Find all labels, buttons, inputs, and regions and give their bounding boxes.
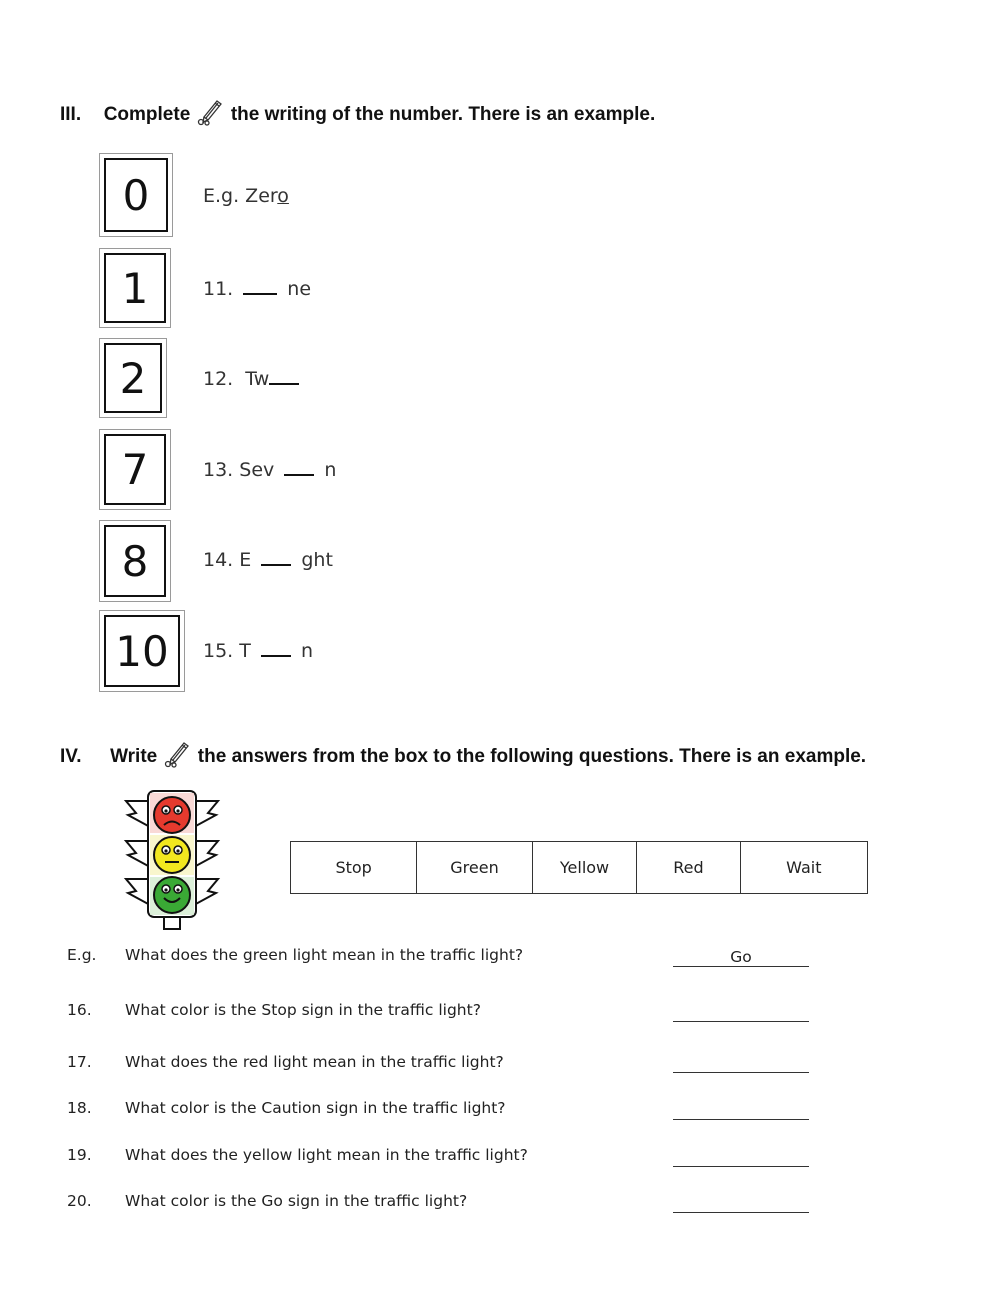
question-item-15	[203, 640, 313, 662]
number-card-8	[99, 520, 171, 602]
question-text: What color is the Caution sign in the traffic light?	[125, 1099, 506, 1117]
answer-field-17[interactable]	[673, 1054, 809, 1073]
item-text-pre: 15. T	[203, 640, 257, 662]
word-box-option: Red	[637, 842, 740, 894]
item-text-post: ne	[281, 278, 312, 300]
pencil-icon	[196, 96, 226, 126]
item-text-pre: 13. Sev	[203, 459, 281, 481]
fill-blank[interactable]	[284, 460, 314, 476]
answer-field-16[interactable]	[673, 1003, 809, 1022]
number-card-digit: 1	[104, 253, 166, 323]
section-4-lead: Write	[110, 746, 158, 767]
section-3-instruction: the writing of the number. There is an example.	[230, 104, 656, 125]
question-text: What does the yellow light mean in the traffic light?	[125, 1146, 528, 1164]
answer-word-box	[290, 841, 868, 894]
question-number: 16.	[67, 1001, 92, 1019]
number-card-digit: 0	[104, 158, 168, 232]
section-4-heading	[60, 738, 866, 768]
item-text-pre: 14. E	[203, 549, 258, 571]
section-4-instruction: the answers from the box to the following questions. There is an example.	[197, 746, 867, 767]
item-text-post: ght	[295, 549, 333, 571]
item-text-pre: 11.	[203, 278, 240, 300]
question-number: 20.	[67, 1192, 92, 1210]
question-item-11	[203, 278, 311, 300]
question-item-13	[203, 459, 336, 481]
item-text-post: n	[294, 640, 313, 662]
section-3-numeral: III.	[60, 104, 82, 125]
question-item-12	[203, 368, 303, 390]
answer-field-20[interactable]	[673, 1194, 809, 1213]
pencil-icon	[163, 738, 193, 768]
question-number: 18.	[67, 1099, 92, 1117]
number-card-digit: 8	[104, 525, 166, 597]
number-card-2	[99, 338, 167, 418]
question-item-14	[203, 549, 333, 571]
answer-field-example: Go	[673, 948, 809, 967]
section-3-heading	[60, 96, 655, 126]
fill-blank[interactable]	[243, 279, 277, 295]
number-card-7	[99, 429, 171, 510]
item-text-pre: E.g. Zer	[203, 185, 278, 207]
question-number: 17.	[67, 1053, 92, 1071]
fill-blank[interactable]	[269, 369, 299, 385]
fill-blank[interactable]	[261, 550, 291, 566]
section-4-numeral: IV.	[60, 746, 82, 767]
section-3-lead: Complete	[103, 104, 191, 125]
word-box-option: Yellow	[532, 842, 637, 894]
item-example-underlined: o	[277, 185, 289, 207]
example-item	[203, 185, 289, 207]
item-text-post: n	[318, 459, 337, 481]
question-text: What does the green light mean in the traffic light?	[125, 946, 524, 964]
question-number: E.g.	[67, 946, 97, 964]
number-card-0	[99, 153, 173, 237]
number-card-10	[99, 610, 185, 692]
fill-blank[interactable]	[261, 641, 291, 657]
question-number: 19.	[67, 1146, 92, 1164]
number-card-digit: 2	[104, 343, 162, 413]
answer-field-18[interactable]	[673, 1101, 809, 1120]
number-card-digit: 7	[104, 434, 166, 505]
number-card-digit: 10	[104, 615, 180, 687]
number-card-1	[99, 248, 171, 328]
item-text-pre: 12. Tw	[203, 368, 270, 390]
question-text: What color is the Stop sign in the traffic light?	[125, 1001, 481, 1019]
traffic-light-illustration	[120, 785, 224, 931]
answer-field-19[interactable]	[673, 1148, 809, 1167]
word-box-option: Wait	[740, 842, 867, 894]
question-text: What color is the Go sign in the traffic light?	[125, 1192, 468, 1210]
word-box-option: Green	[417, 842, 532, 894]
question-text: What does the red light mean in the traffic light?	[125, 1053, 504, 1071]
word-box-option: Stop	[291, 842, 417, 894]
